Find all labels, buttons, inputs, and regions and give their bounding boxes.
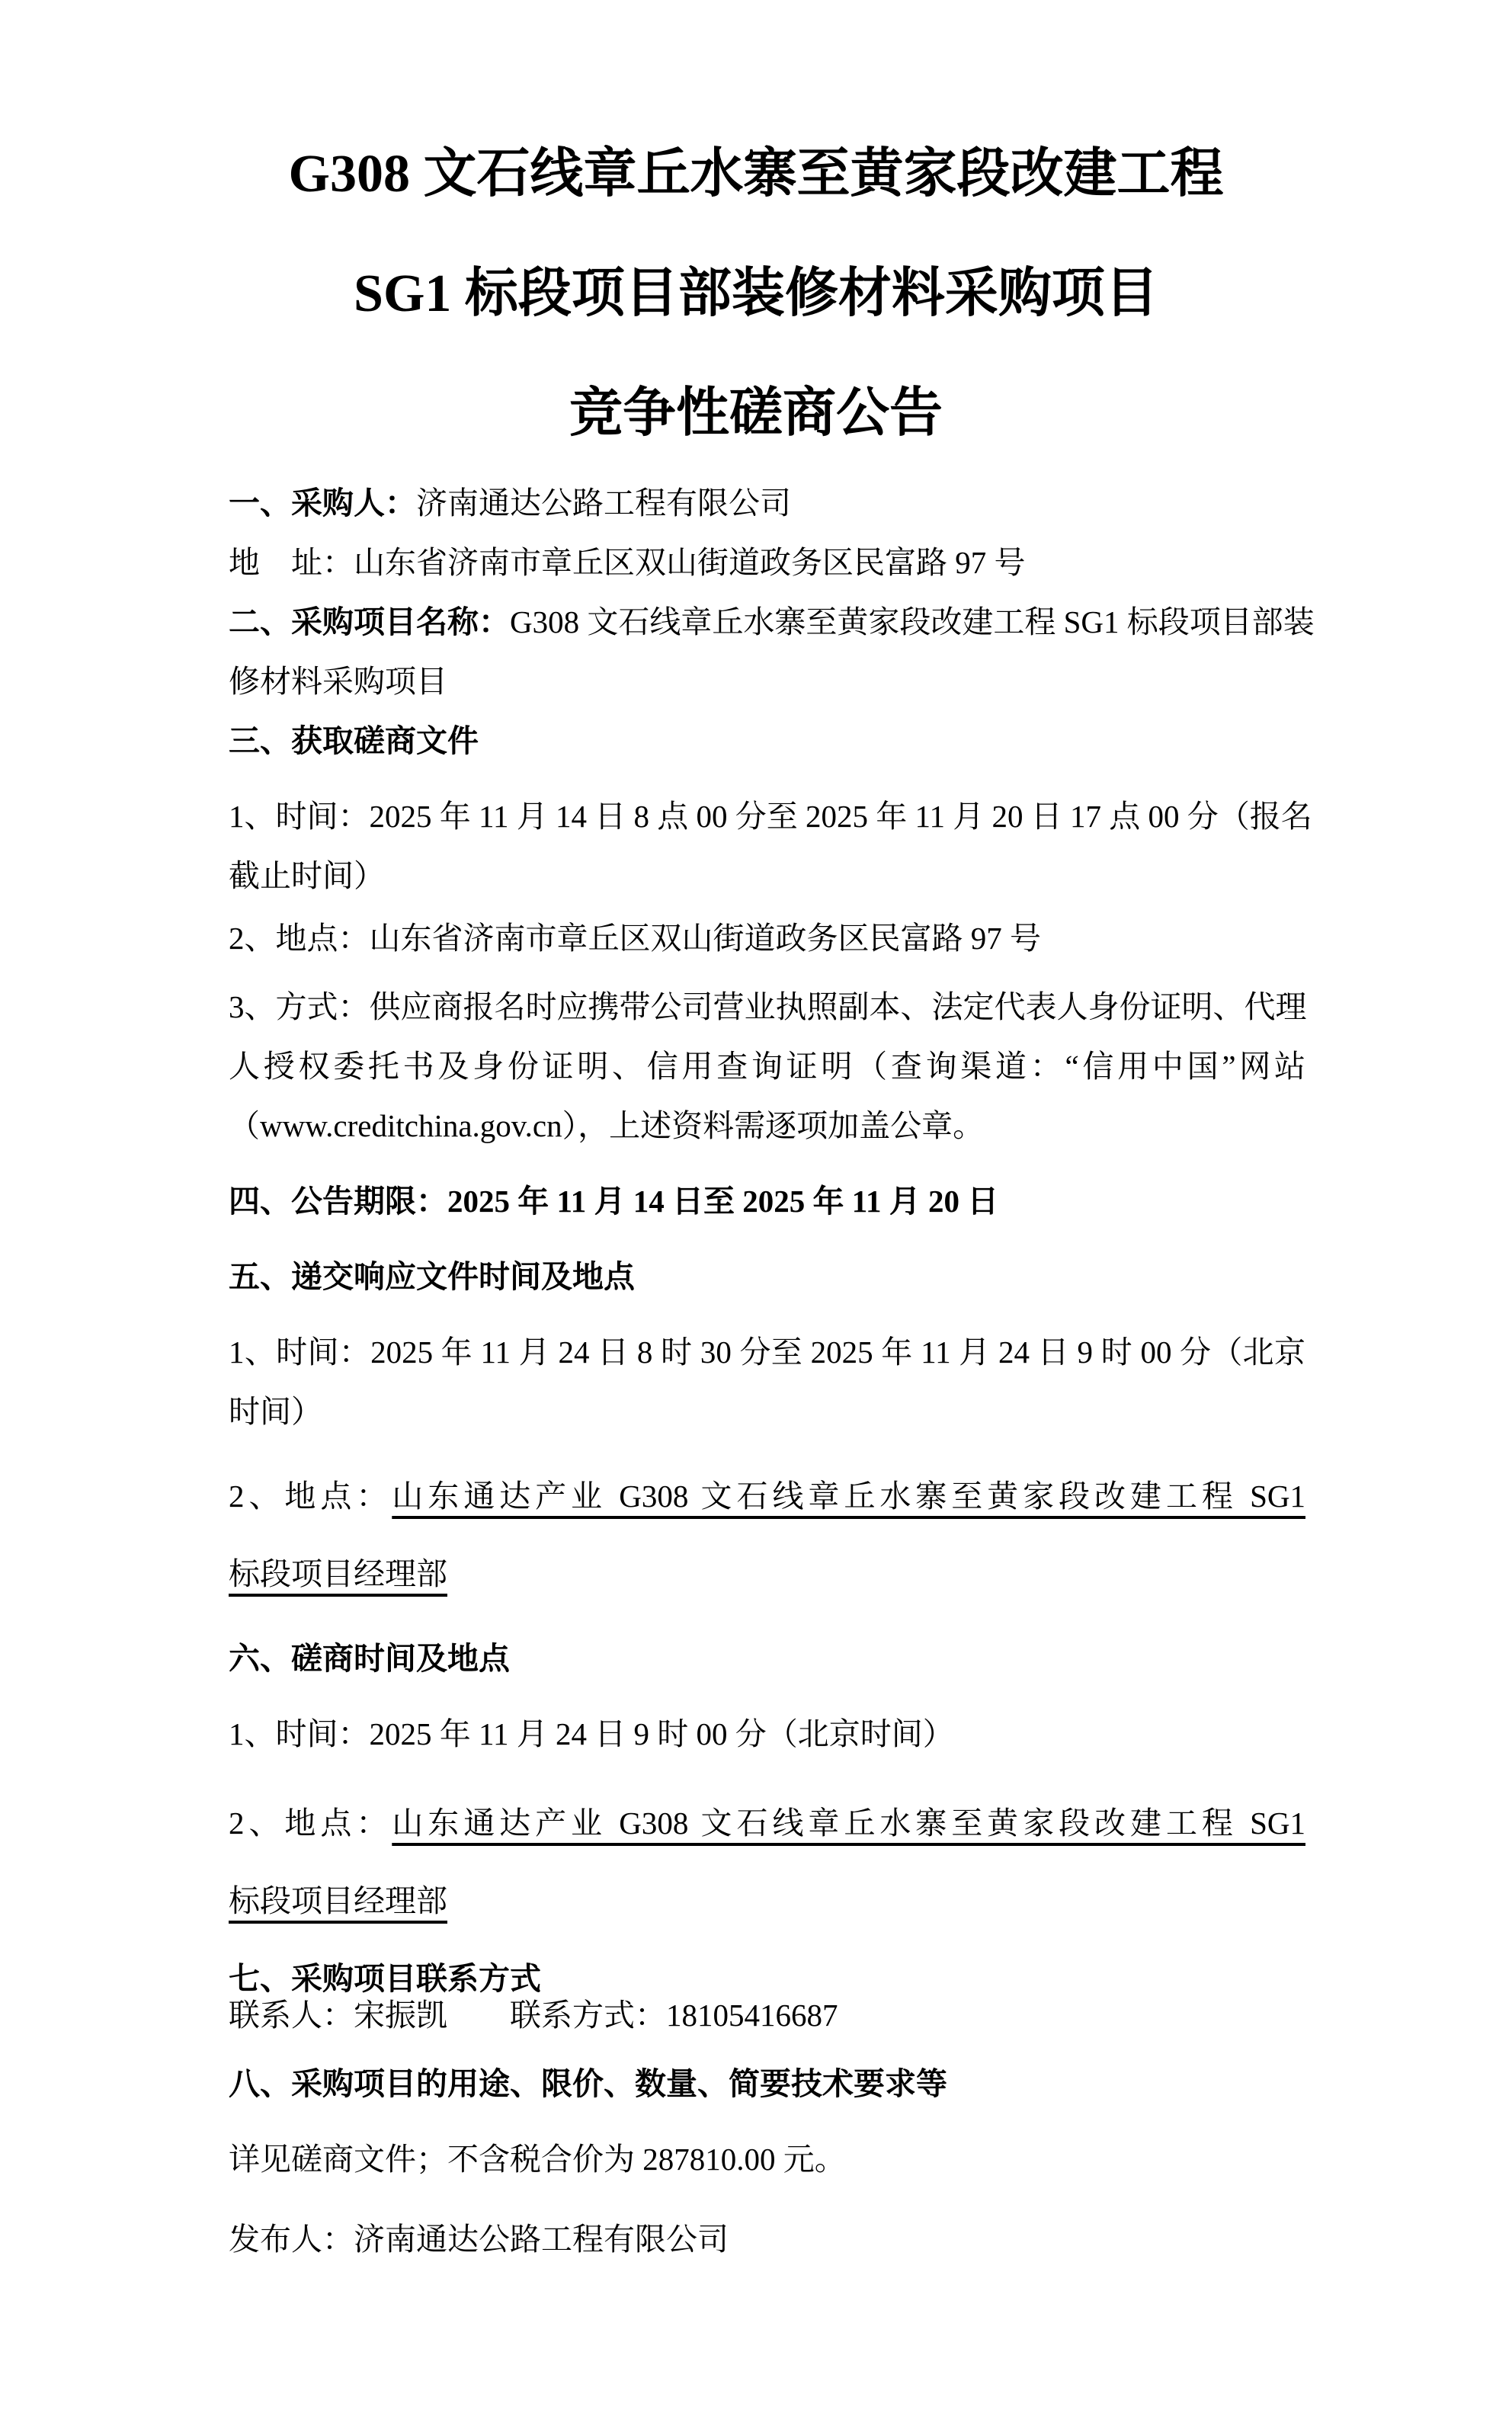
section-3-item-2-place <box>229 908 1305 968</box>
section-7-contact <box>229 1960 1305 2033</box>
section-8-detail <box>229 2129 1305 2189</box>
section-3-item-1-time <box>229 787 1312 905</box>
submission-heading: 五、递交响应文件时间及地点 <box>229 1259 635 1294</box>
title-line-1: G308 文石线章丘水寨至黄家段改建工程 <box>288 145 1224 203</box>
section-1-purchaser <box>229 473 1305 533</box>
submission-place-underlined-1: 山东通达产业 G308 文石线章丘水寨至黄家段改建工程 SG1 <box>392 1479 1305 1514</box>
section-6-item-1-time <box>229 1704 1305 1764</box>
project-name-line-1 <box>229 592 1315 652</box>
negotiation-place-underlined-2: 标段项目经理部 <box>229 1883 447 1918</box>
submission-time-line-2: 时间） <box>229 1394 322 1429</box>
publisher <box>229 2209 1305 2269</box>
submission-place-label: 2、地点： <box>229 1479 392 1514</box>
obtain-documents-heading: 三、获取磋商文件 <box>229 723 479 758</box>
document-title <box>0 0 1512 473</box>
obtain-time-line-2: 截止时间） <box>229 858 385 893</box>
obtain-method-line-3: （www.creditchina.gov.cn），上述资料需逐项加盖公章。 <box>229 1108 985 1143</box>
project-name-label: 二、采购项目名称： <box>229 604 510 639</box>
obtain-method-line-2: 人授权委托书及身份证明、信用查询证明（查询渠道：“信用中国”网站 <box>229 1049 1305 1084</box>
title-line-2: SG1 标段项目部装修材料采购项目 <box>354 264 1158 323</box>
publisher-line: 发布人：济南通达公路工程有限公司 <box>229 2222 729 2257</box>
submission-place-line-1 <box>229 1457 1305 1535</box>
requirements-detail-line: 详见磋商文件；不含税合价为 287810.00 元。 <box>229 2142 846 2177</box>
purchaser-line <box>229 473 1305 533</box>
purchaser-value: 济南通达公路工程有限公司 <box>416 485 791 521</box>
section-4-announcement-period <box>229 1171 1305 1231</box>
project-name-value-1: G308 文石线章丘水寨至黄家段改建工程 SG1 标段项目部装 <box>510 604 1315 639</box>
title-line-3: 竞争性磋商公告 <box>569 384 943 443</box>
project-name-line-2: 修材料采购项目 <box>229 664 447 699</box>
negotiation-heading: 六、磋商时间及地点 <box>229 1641 510 1676</box>
negotiation-place-underlined-1: 山东通达产业 G308 文石线章丘水寨至黄家段改建工程 SG1 <box>392 1806 1305 1841</box>
negotiation-place-line-2 <box>229 1862 1305 1940</box>
contact-person-line: 联系人：宋振凯 联系方式：18105416687 <box>229 1998 838 2033</box>
section-3-item-3-method <box>229 977 1305 1155</box>
address-line: 地 址：山东省济南市章丘区双山街道政务区民富路 97 号 <box>229 545 1026 580</box>
section-3-heading <box>229 711 1305 771</box>
purchaser-label: 一、采购人： <box>229 485 416 521</box>
submission-place-line-2 <box>229 1535 1305 1613</box>
submission-place-underlined-2: 标段项目经理部 <box>229 1556 447 1591</box>
negotiation-place-label: 2、地点： <box>229 1806 392 1841</box>
obtain-method-line-1: 3、方式：供应商报名时应携带公司营业执照副本、法定代表人身份证明、代理 <box>229 989 1307 1024</box>
submission-time-line-1: 1、时间：2025 年 11 月 24 日 8 时 30 分至 2025 年 11 月 24 日 9 时 00 分（北京 <box>229 1335 1305 1370</box>
section-5-heading <box>229 1247 1305 1306</box>
section-5-item-1-time <box>229 1322 1305 1441</box>
document-body <box>229 473 1315 2269</box>
purchaser-address <box>229 533 1305 592</box>
section-6-heading <box>229 1629 1305 1688</box>
section-6-item-2-place <box>229 1784 1305 1940</box>
obtain-place-line: 2、地点：山东省济南市章丘区双山街道政务区民富路 97 号 <box>229 921 1041 956</box>
contact-heading: 七、采购项目联系方式 <box>229 1961 541 1996</box>
section-2-project-name <box>229 592 1315 711</box>
negotiation-place-line-1 <box>229 1784 1305 1862</box>
requirements-heading: 八、采购项目的用途、限价、数量、简要技术要求等 <box>229 2066 947 2101</box>
section-5-item-2-place <box>229 1457 1305 1613</box>
announcement-period-heading: 四、公告期限：2025 年 11 月 14 日至 2025 年 11 月 20 日 <box>229 1184 999 1219</box>
obtain-time-line-1: 1、时间：2025 年 11 月 14 日 8 点 00 分至 2025 年 11 月 20 日 17 点 00 分（报名 <box>229 799 1312 834</box>
section-8-heading <box>229 2054 1305 2113</box>
negotiation-time-line: 1、时间：2025 年 11 月 24 日 9 时 00 分（北京时间） <box>229 1716 954 1751</box>
